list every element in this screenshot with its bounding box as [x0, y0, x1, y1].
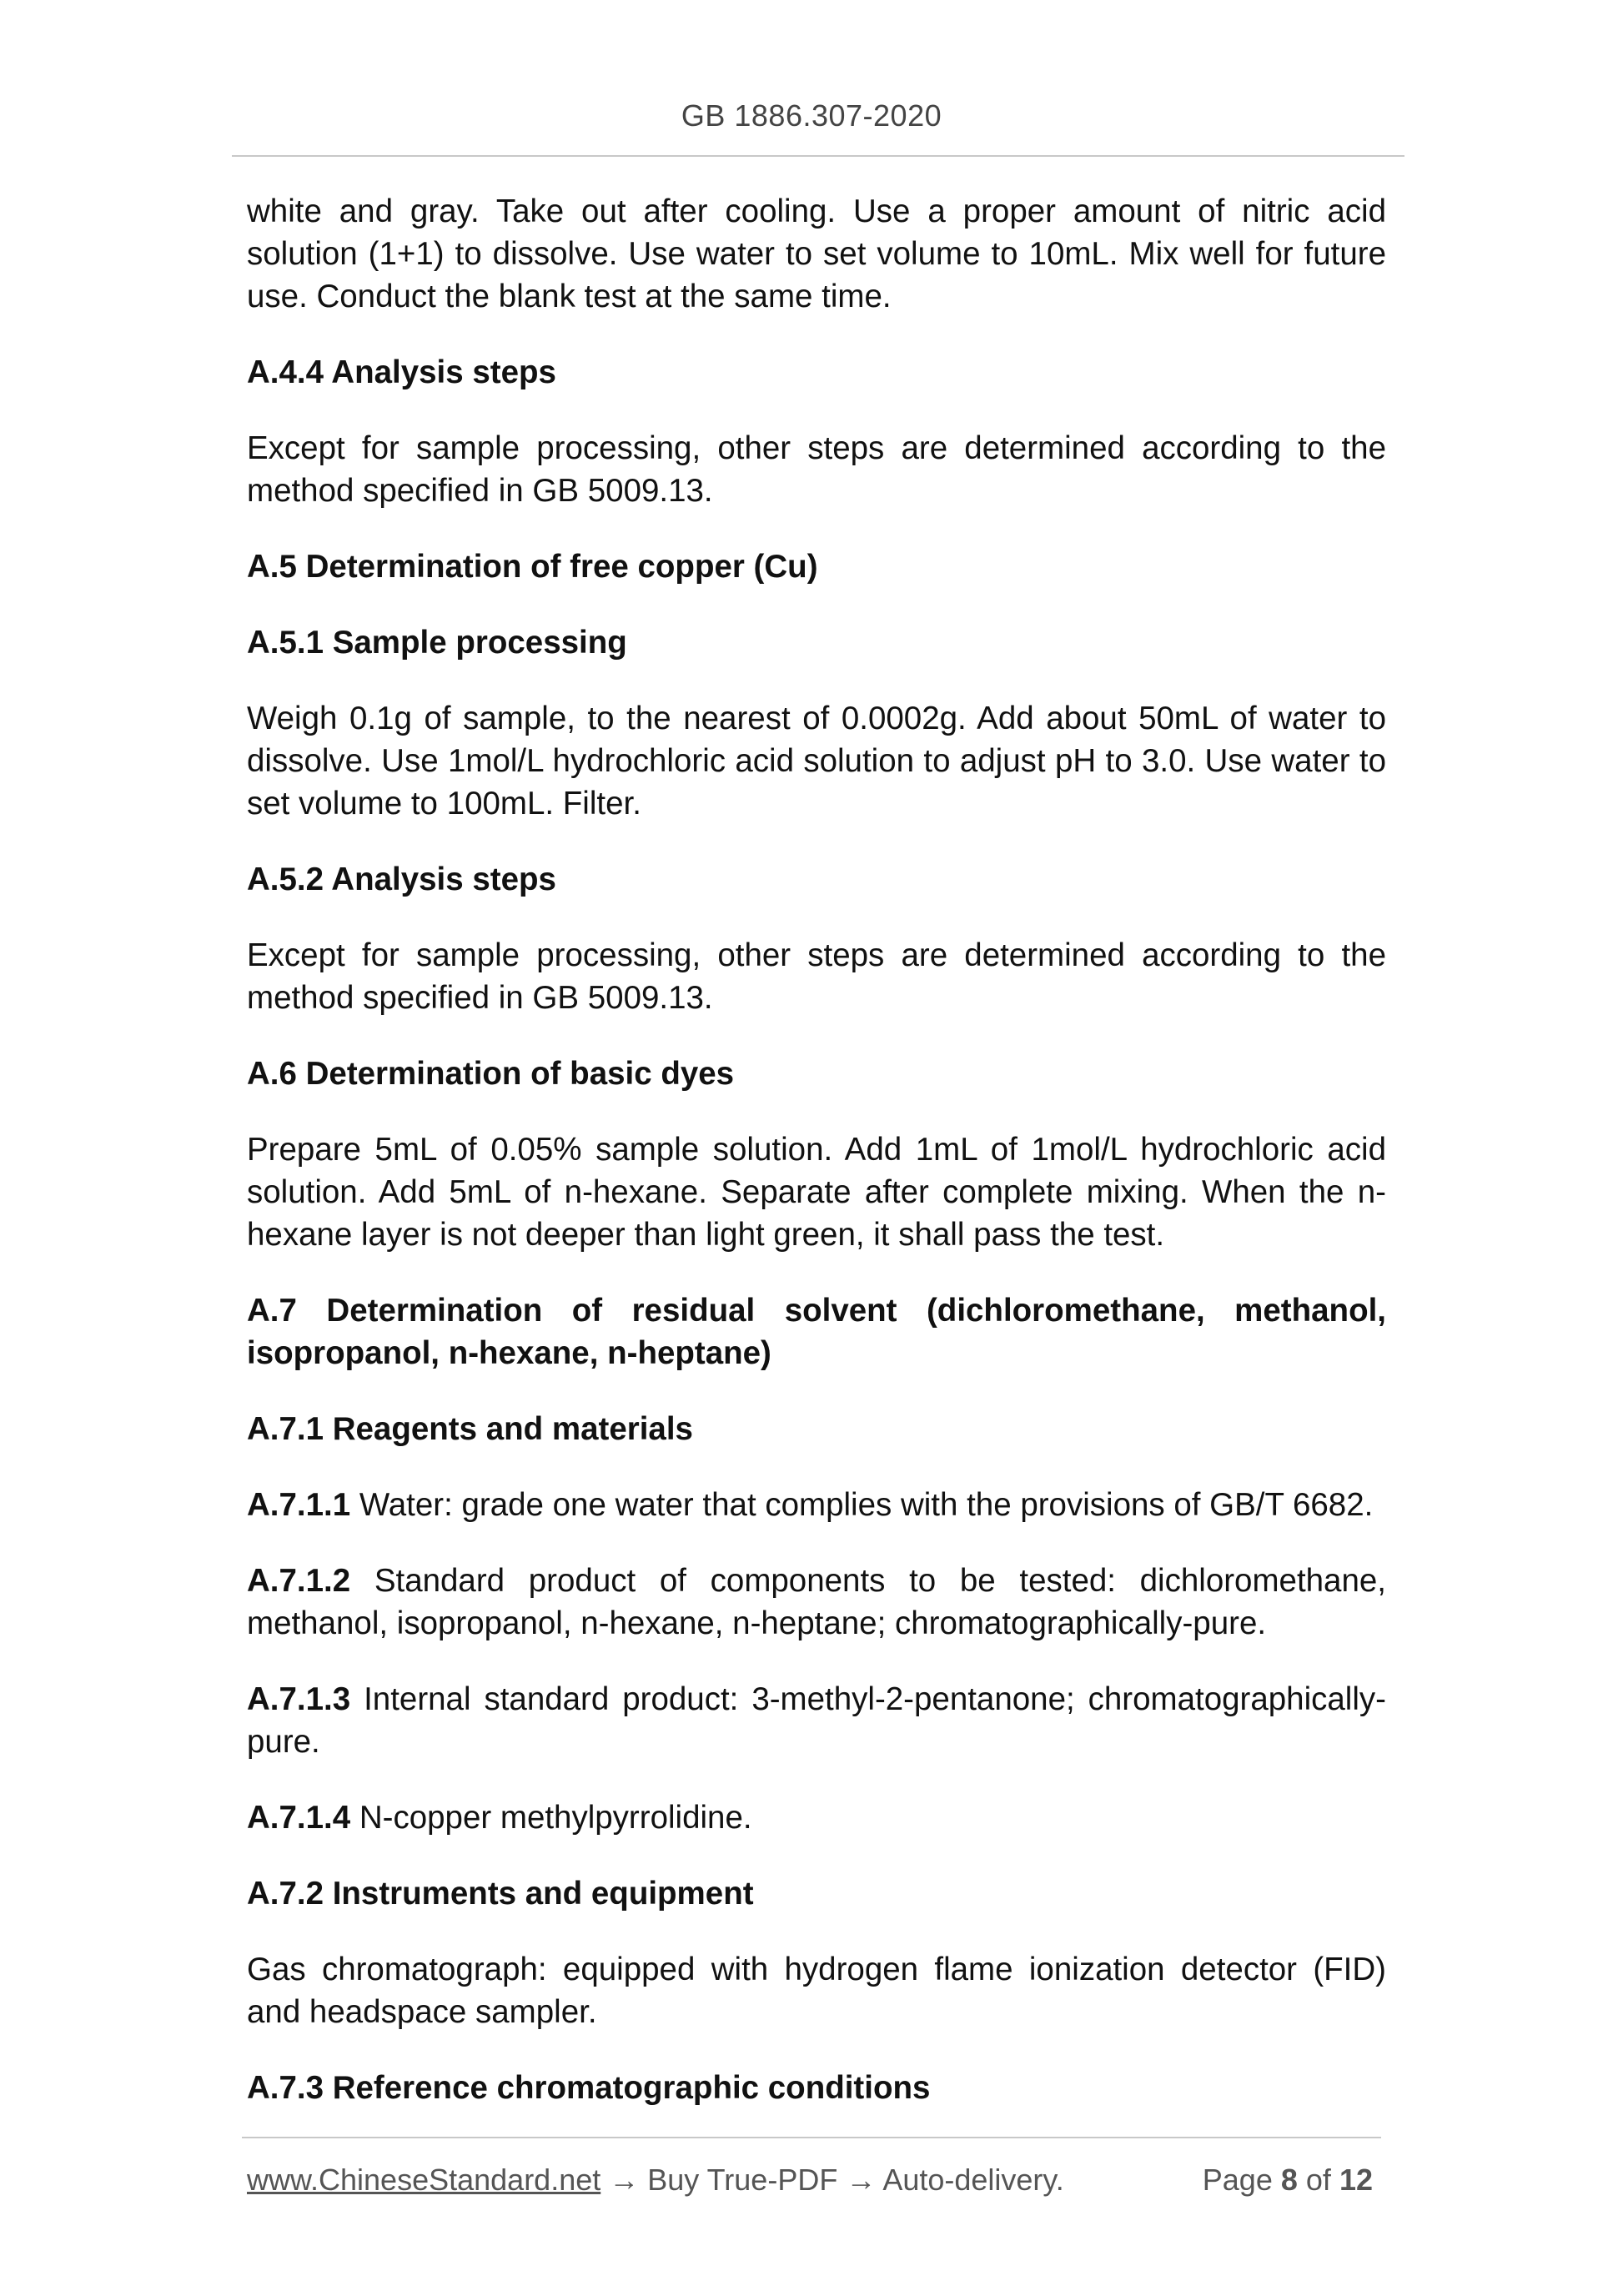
website-link[interactable]: www.ChineseStandard.net [247, 2163, 601, 2197]
heading-a-5-1: A.5.1 Sample processing [247, 625, 627, 661]
clause-a-7-1-4 [247, 1796, 1386, 1839]
heading-a-5: A.5 Determination of free copper (Cu) [247, 549, 818, 585]
promo-text: → Buy True-PDF → Auto-delivery. [600, 2163, 1064, 2197]
heading-a-5-2: A.5.2 Analysis steps [247, 862, 556, 897]
current-page-number: 8 [1280, 2163, 1298, 2197]
clause-a-7-1-1 [247, 1484, 1386, 1526]
clause-number: A.7.1.2 [247, 1563, 351, 1599]
document-code-header: GB 1886.307-2020 [681, 98, 942, 133]
page-label: Page [1202, 2163, 1273, 2197]
clause-text: Water: grade one water that complies with the provisions of GB/T 6682. [350, 1487, 1374, 1523]
paragraph-a-5-2: Except for sample processing, other steps are determined according to the method specified in GB 5009.13. [247, 937, 1386, 1016]
clause-a-7-1-2 [247, 1560, 1386, 1645]
heading-a-7: A.7 Determination of residual solvent (dichloromethane, methanol, isopropanol, n-hexane, n-heptane) [247, 1293, 1386, 1371]
total-pages-number: 12 [1339, 2163, 1373, 2197]
heading-a-6: A.6 Determination of basic dyes [247, 1056, 735, 1092]
clause-number: A.7.1.3 [247, 1681, 351, 1717]
heading-a-4-4: A.4.4 Analysis steps [247, 354, 556, 390]
clause-text: Internal standard product: 3-methyl-2-pentanone; chromatographically-pure. [247, 1681, 1386, 1760]
footer-divider [242, 2137, 1381, 2138]
clause-text: Standard product of components to be tested: dichloromethane, methanol, isopropanol, n-hexane, n-heptane; chromatographically-pure. [247, 1563, 1386, 1641]
clause-number: A.7.1.1 [247, 1487, 351, 1523]
paragraph-a-7-2: Gas chromatograph: equipped with hydrogen flame ionization detector (FID) and headspace sampler. [247, 1952, 1386, 2030]
clause-a-7-1-3 [247, 1678, 1386, 1763]
heading-a-7-3: A.7.3 Reference chromatographic conditions [247, 2070, 931, 2106]
of-label: of [1305, 2163, 1331, 2197]
paragraph-a-4-4: Except for sample processing, other steps are determined according to the method specified in GB 5009.13. [247, 430, 1386, 509]
paragraph-a-6: Prepare 5mL of 0.05% sample solution. Add 1mL of 1mol/L hydrochloric acid solution. Add 5mL of n-hexane. Separate after complete mixing. When the n-hexane layer is not deeper than light green, it shall pass the test. [247, 1132, 1386, 1253]
clause-number: A.7.1.4 [247, 1800, 351, 1836]
header-divider [232, 155, 1404, 157]
paragraph-a-5-1: Weigh 0.1g of sample, to the nearest of 0.0002g. Add about 50mL of water to dissolve. Use 1mol/L hydrochloric acid solution to adjust pH to 3.0. Use water to set volume to 100mL. Filter. [247, 701, 1386, 821]
heading-a-7-1: A.7.1 Reagents and materials [247, 1411, 693, 1447]
document-body [247, 190, 1386, 2143]
page-footer [247, 2160, 1373, 2200]
page-indicator [1203, 2160, 1373, 2200]
clause-text: N-copper methylpyrrolidine. [350, 1800, 752, 1836]
heading-a-7-2: A.7.2 Instruments and equipment [247, 1876, 754, 1912]
paragraph-intro: white and gray. Take out after cooling. Use a proper amount of nitric acid solution (1+1) to dissolve. Use water to set volume to 10mL. Mix well for future use. Conduct the blank test at the same time. [247, 193, 1386, 314]
